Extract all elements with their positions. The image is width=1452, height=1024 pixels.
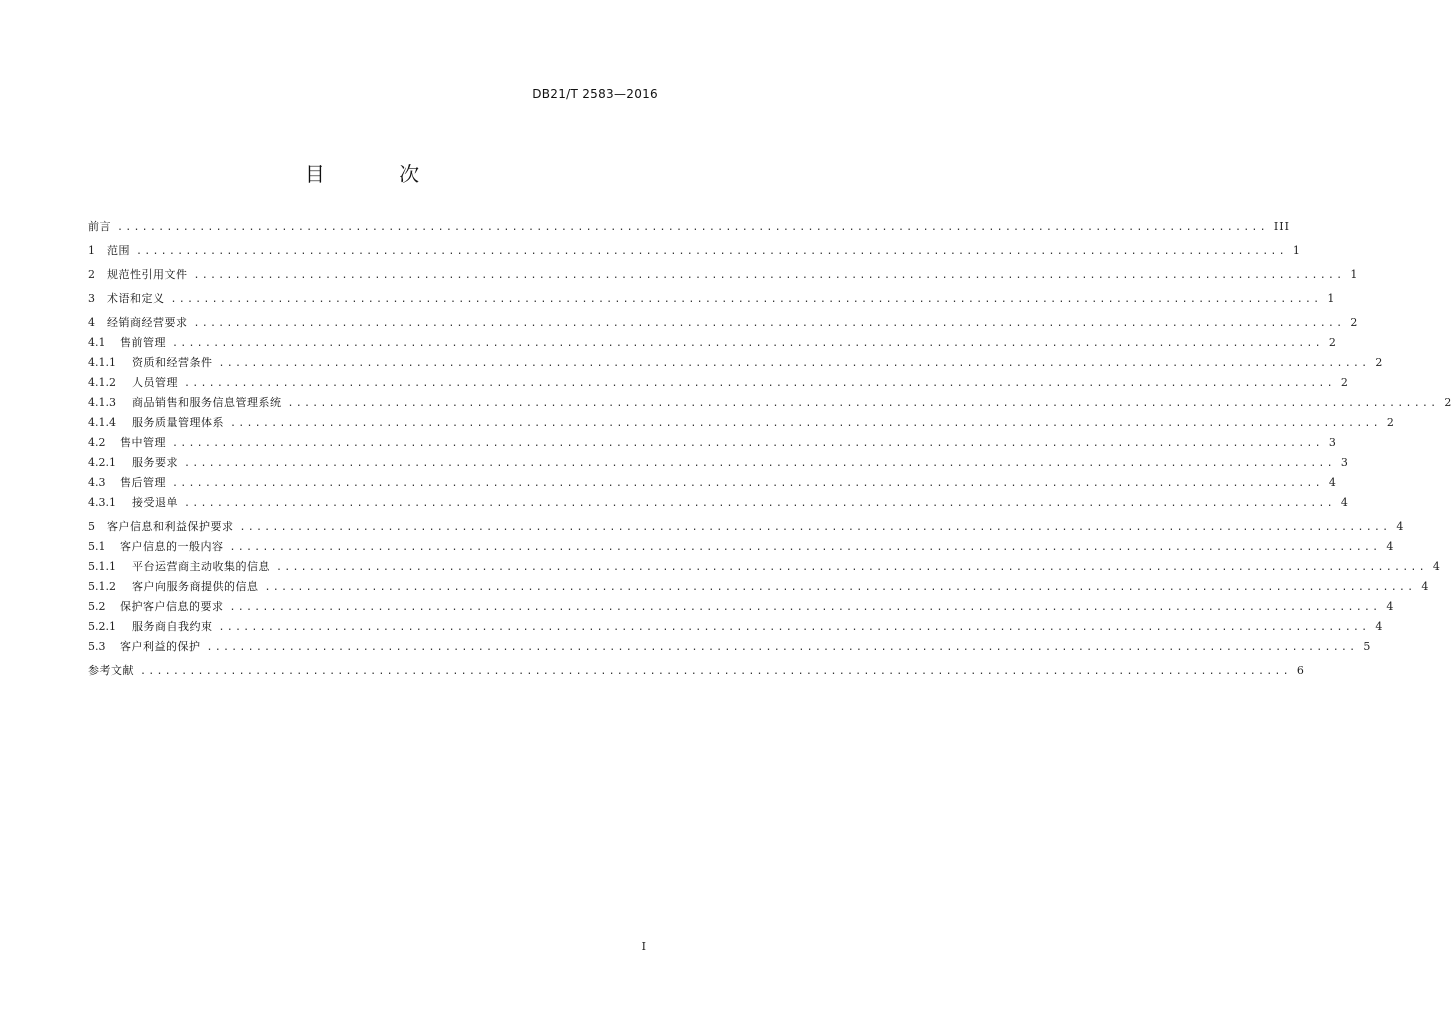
toc-entry[interactable] bbox=[88, 577, 1430, 597]
toc-entry-number: 5.2.1 bbox=[88, 620, 116, 633]
toc-entry-page: 4 bbox=[1421, 580, 1430, 593]
toc-entry-page: 4 bbox=[1396, 520, 1405, 533]
toc-leader-dots: ............................................................................................................................................ bbox=[184, 378, 1335, 389]
toc-entry[interactable] bbox=[88, 393, 1452, 413]
toc-entry[interactable] bbox=[88, 493, 1349, 513]
toc-entry-page: 3 bbox=[1328, 436, 1337, 449]
toc-entry-label: 服务质量管理体系 bbox=[132, 416, 224, 429]
toc-leader-dots: ............................................................................................................................................ bbox=[229, 542, 1381, 553]
toc-entry[interactable] bbox=[88, 289, 1336, 309]
toc-entry-label: 服务商自我约束 bbox=[132, 620, 213, 633]
toc-entry-page: 2 bbox=[1386, 416, 1395, 429]
toc-entry-label: 售后管理 bbox=[120, 476, 166, 489]
toc-entry-number: 2 bbox=[88, 268, 95, 281]
toc-leader-dots: ............................................................................................................................................ bbox=[136, 246, 1287, 257]
toc-entry-label: 售前管理 bbox=[120, 336, 166, 349]
toc-entry[interactable] bbox=[88, 413, 1395, 433]
toc-entry-label: 售中管理 bbox=[120, 436, 166, 449]
toc-leader-dots: ............................................................................................................................................ bbox=[206, 642, 1358, 653]
toc-entry[interactable] bbox=[88, 265, 1359, 285]
toc-entry[interactable] bbox=[88, 433, 1337, 453]
toc-entry-page: 4 bbox=[1328, 476, 1337, 489]
toc-leader-dots: ............................................................................................................................................ bbox=[172, 438, 1323, 449]
toc-entry-label: 客户向服务商提供的信息 bbox=[132, 580, 259, 593]
toc-entry-page: 2 bbox=[1350, 316, 1359, 329]
toc-leader-dots: ............................................................................................................................................ bbox=[193, 318, 1345, 329]
toc-entry-label: 范围 bbox=[107, 244, 130, 257]
toc-leader-dots: ............................................................................................................................................ bbox=[117, 222, 1268, 233]
toc-entry-label: 服务要求 bbox=[132, 456, 178, 469]
page-number: I bbox=[641, 940, 646, 953]
toc-entry-label: 资质和经营条件 bbox=[132, 356, 213, 369]
toc-entry-label: 经销商经营要求 bbox=[107, 316, 188, 329]
toc-leader-dots: ............................................................................................................................................ bbox=[229, 602, 1381, 613]
toc-entry-page: 3 bbox=[1340, 456, 1349, 469]
toc-entry[interactable] bbox=[88, 217, 1290, 237]
table-of-contents bbox=[88, 217, 1452, 681]
toc-entry[interactable] bbox=[88, 537, 1395, 557]
toc-entry[interactable] bbox=[88, 241, 1301, 261]
toc-leader-dots: ............................................................................................................................................ bbox=[239, 522, 1391, 533]
toc-entry-number: 5.3 bbox=[88, 640, 106, 653]
toc-leader-dots: ............................................................................................................................................ bbox=[287, 398, 1439, 409]
toc-entry-label: 术语和定义 bbox=[107, 292, 165, 305]
toc-leader-dots: ............................................................................................................................................ bbox=[276, 562, 1427, 573]
toc-leader-dots: ............................................................................................................................................ bbox=[140, 666, 1291, 677]
toc-entry[interactable] bbox=[88, 637, 1372, 657]
toc-leader-dots: ............................................................................................................................................ bbox=[193, 270, 1345, 281]
toc-entry-number: 5.2 bbox=[88, 600, 106, 613]
toc-entry[interactable] bbox=[88, 517, 1405, 537]
toc-entry[interactable] bbox=[88, 661, 1305, 681]
toc-entry[interactable] bbox=[88, 597, 1395, 617]
toc-leader-dots: ............................................................................................................................................ bbox=[230, 418, 1381, 429]
toc-entry-number: 4.3 bbox=[88, 476, 106, 489]
toc-entry-number: 4.1.4 bbox=[88, 416, 116, 429]
toc-entry-label: 前言 bbox=[88, 220, 111, 233]
toc-entry-label: 保护客户信息的要求 bbox=[120, 600, 224, 613]
toc-entry-number: 1 bbox=[88, 244, 95, 257]
toc-leader-dots: ............................................................................................................................................ bbox=[170, 294, 1322, 305]
toc-leader-dots: ............................................................................................................................................ bbox=[218, 358, 1370, 369]
toc-entry-number: 5.1 bbox=[88, 540, 106, 553]
toc-leader-dots: ............................................................................................................................................ bbox=[172, 478, 1323, 489]
toc-entry-number: 4.2 bbox=[88, 436, 106, 449]
toc-entry-number: 5.1.2 bbox=[88, 580, 116, 593]
toc-leader-dots: ............................................................................................................................................ bbox=[172, 338, 1323, 349]
toc-leader-dots: ............................................................................................................................................ bbox=[264, 582, 1416, 593]
toc-leader-dots: ............................................................................................................................................ bbox=[184, 498, 1335, 509]
toc-entry-number: 4.2.1 bbox=[88, 456, 116, 469]
toc-entry[interactable] bbox=[88, 473, 1337, 493]
toc-entry-label: 人员管理 bbox=[132, 376, 178, 389]
toc-entry-page: 2 bbox=[1328, 336, 1337, 349]
toc-entry-page: 4 bbox=[1375, 620, 1384, 633]
toc-entry-number: 4.3.1 bbox=[88, 496, 116, 509]
toc-entry-label: 商品销售和服务信息管理系统 bbox=[132, 396, 282, 409]
toc-leader-dots: ............................................................................................................................................ bbox=[218, 622, 1370, 633]
toc-entry[interactable] bbox=[88, 373, 1349, 393]
document-code: DB21/T 2583—2016 bbox=[532, 87, 658, 101]
toc-entry-number: 4.1.1 bbox=[88, 356, 116, 369]
toc-entry[interactable] bbox=[88, 617, 1384, 637]
toc-entry-page: 4 bbox=[1340, 496, 1349, 509]
toc-entry[interactable] bbox=[88, 313, 1359, 333]
toc-entry-page: 6 bbox=[1296, 664, 1305, 677]
toc-entry-label: 客户信息和利益保护要求 bbox=[107, 520, 234, 533]
toc-entry-page: 2 bbox=[1375, 356, 1384, 369]
toc-entry[interactable] bbox=[88, 557, 1441, 577]
toc-entry-number: 4.1.3 bbox=[88, 396, 116, 409]
toc-entry[interactable] bbox=[88, 353, 1384, 373]
toc-entry-page: 1 bbox=[1350, 268, 1359, 281]
toc-entry-number: 4.1 bbox=[88, 336, 106, 349]
toc-entry[interactable] bbox=[88, 453, 1349, 473]
toc-entry-page: 4 bbox=[1386, 600, 1395, 613]
toc-entry[interactable] bbox=[88, 333, 1337, 353]
toc-entry-label: 平台运营商主动收集的信息 bbox=[132, 560, 270, 573]
toc-entry-page: 1 bbox=[1327, 292, 1336, 305]
toc-entry-page: 2 bbox=[1340, 376, 1349, 389]
toc-entry-number: 4 bbox=[88, 316, 95, 329]
toc-entry-page: 4 bbox=[1432, 560, 1441, 573]
toc-entry-label: 参考文献 bbox=[88, 664, 134, 677]
toc-entry-page: 5 bbox=[1363, 640, 1372, 653]
toc-entry-number: 3 bbox=[88, 292, 95, 305]
page-title: 目 次 bbox=[304, 162, 454, 186]
toc-leader-dots: ............................................................................................................................................ bbox=[184, 458, 1335, 469]
toc-entry-page: 1 bbox=[1292, 244, 1301, 257]
toc-entry-page: 4 bbox=[1386, 540, 1395, 553]
toc-entry-number: 5 bbox=[88, 520, 95, 533]
toc-entry-label: 客户利益的保护 bbox=[120, 640, 201, 653]
toc-entry-page: III bbox=[1273, 220, 1290, 233]
toc-entry-label: 规范性引用文件 bbox=[107, 268, 188, 281]
toc-entry-label: 接受退单 bbox=[132, 496, 178, 509]
toc-entry-page: 2 bbox=[1444, 396, 1452, 409]
toc-entry-number: 5.1.1 bbox=[88, 560, 116, 573]
toc-entry-number: 4.1.2 bbox=[88, 376, 116, 389]
toc-entry-label: 客户信息的一般内容 bbox=[120, 540, 224, 553]
